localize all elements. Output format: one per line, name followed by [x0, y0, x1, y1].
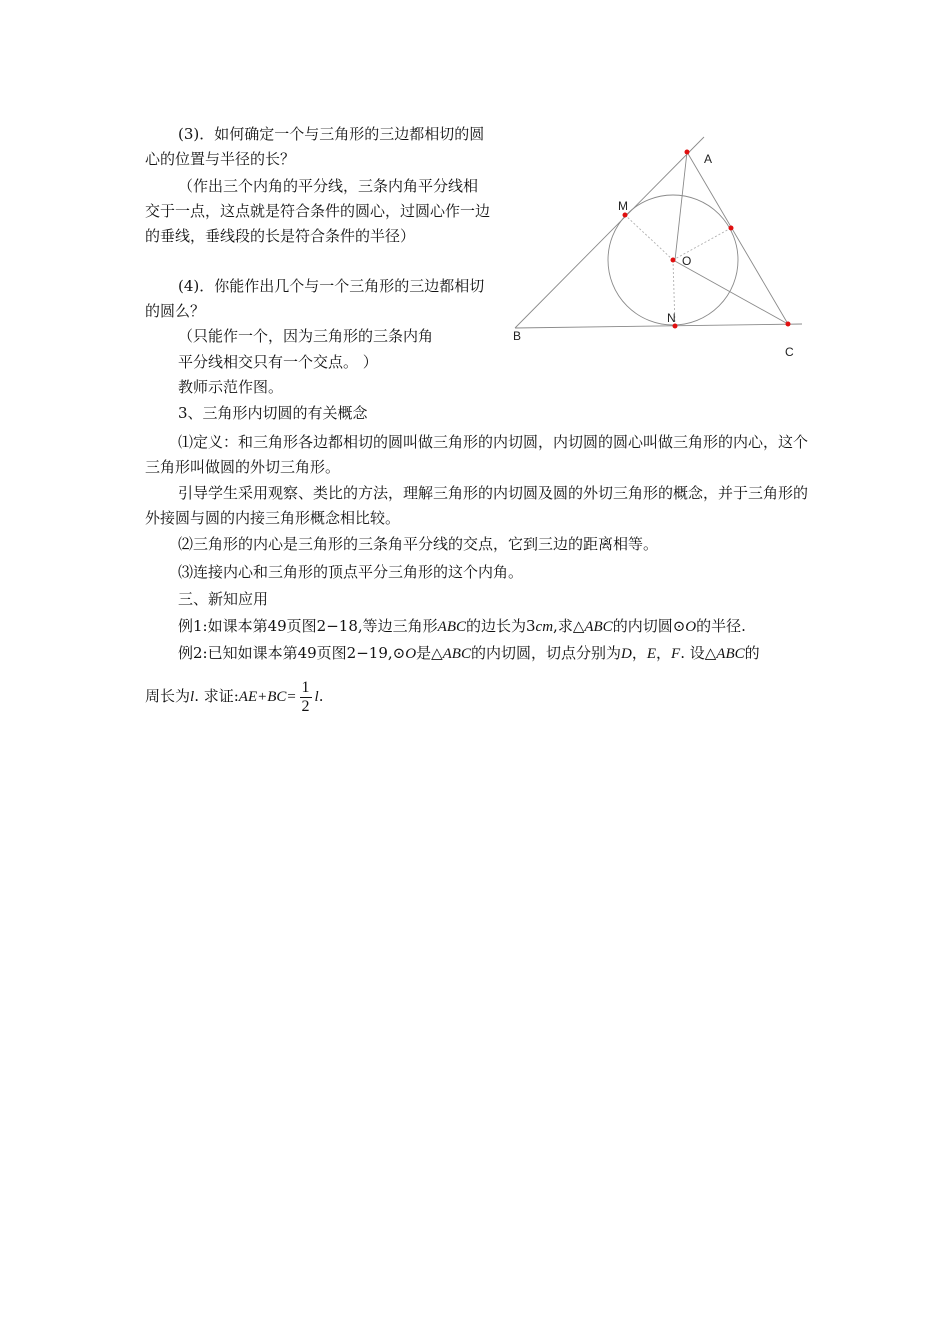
q4-question: (4)．你能作出几个与一个三角形的三边都相切的圆么？ [145, 277, 485, 320]
label-c: C [785, 345, 794, 359]
line-bc [515, 324, 802, 328]
line-ao [675, 152, 687, 260]
point2: ⑵三角形的内心是三角形的三条角平分线的交点，它到三边的距离相等。 [178, 535, 659, 553]
label-a: A [704, 152, 713, 166]
example1: 例1:如课本第49页图2−18,等边三角形ABC的边长为3cm,求△ABC的内切圆⊙O的半径. [178, 617, 746, 635]
q4-answer-line2: 平分线相交只有一个交点。 ） [178, 353, 378, 371]
point-a [685, 150, 690, 155]
fraction-one-half: $\frac{1}{2}$ [301, 678, 310, 715]
teacher-demo: 教师示范作图。 [178, 378, 284, 396]
line-ac [687, 152, 788, 324]
guide: 引导学生采用观察、类比的方法，理解三角形的内切圆及圆的外切三角形的概念，并于三角形的外接圆与圆的内接三角形概念相比较。 [145, 484, 809, 527]
section3-title: 3、三角形内切圆的有关概念 [178, 404, 368, 422]
label-n: N [667, 311, 676, 325]
point-tangent-ac [729, 226, 734, 231]
section-new: 三、新知应用 [178, 590, 269, 608]
incircle-figure [505, 128, 805, 363]
label-b: B [513, 329, 522, 343]
label-o: O [682, 254, 692, 268]
q3-question: (3)．如何确定一个与三角形的三边都相切的圆心的位置与半径的长？ [145, 125, 485, 168]
example2-line1: 例2:已知如课本第49页图2−19,⊙O是△ABC的内切圆，切点分别为D，E，F. 设△ABC的 [178, 644, 760, 662]
line-ab [515, 137, 704, 328]
line-oc [673, 260, 788, 324]
point-o [671, 258, 676, 263]
q4-answer-line1: （只能作一个，因为三角形的三条内角 [178, 327, 434, 345]
definition: ⑴定义：和三角形各边都相切的圆叫做三角形的内切圆，内切圆的圆心叫做三角形的内心，这个三角形叫做圆的外切三角形。 [145, 433, 809, 476]
label-m: M [618, 199, 628, 213]
point-m [623, 213, 628, 218]
example2-line2: 周长为l. 求证:AE+BC= $\frac{1}{2}$ l. [145, 678, 324, 715]
point-c [786, 322, 791, 327]
point3: ⑶连接内心和三角形的顶点平分三角形的这个内角。 [178, 563, 524, 581]
q3-answer: （作出三个内角的平分线，三条内角平分线相交于一点，这点就是符合条件的圆心，过圆心作一边的垂线，垂线段的长是符合条件的半径） [145, 177, 491, 245]
radius-om [625, 215, 673, 260]
